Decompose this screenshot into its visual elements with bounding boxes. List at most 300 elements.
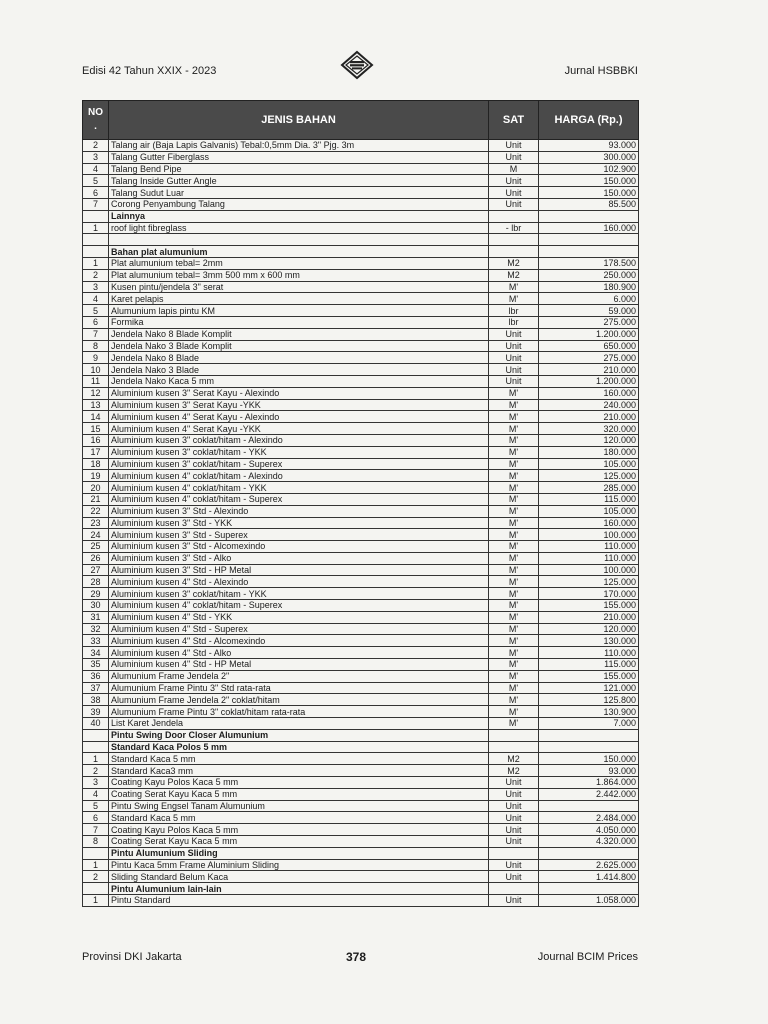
material-name: Aluminium kusen 3" coklat/hitam - YKK [109,588,489,600]
row-number: 7 [83,198,109,210]
unit: M' [489,647,539,659]
unit: M2 [489,269,539,281]
price: 150.000 [539,175,639,187]
row-number: 2 [83,871,109,883]
table-row [83,375,639,387]
row-number: 26 [83,552,109,564]
row-number: 14 [83,411,109,423]
material-name: Jendela Nako Kaca 5 mm [109,375,489,387]
unit: M' [489,493,539,505]
material-name: Aluminium kusen 4" Std - HP Metal [109,659,489,671]
material-name: Jendela Nako 3 Blade Komplit [109,340,489,352]
material-name: Alumunium Frame Pintu 3" coklat/hitam rata-rata [109,706,489,718]
price: 170.000 [539,588,639,600]
price: 1.864.000 [539,777,639,789]
price: 150.000 [539,187,639,199]
price: 2.625.000 [539,859,639,871]
unit: M' [489,411,539,423]
price [539,883,639,895]
unit: lbr [489,316,539,328]
row-number: 24 [83,529,109,541]
material-name: Standard Kaca 5 mm [109,753,489,765]
price [539,800,639,812]
unit: Unit [489,364,539,376]
table-row [83,812,639,824]
material-name: Plat alumunium tebal= 3mm 500 mm x 600 mm [109,269,489,281]
price: 130.000 [539,635,639,647]
price: 110.000 [539,541,639,553]
price: 1.200.000 [539,328,639,340]
price: 125.800 [539,694,639,706]
row-number: 28 [83,576,109,588]
unit: M' [489,399,539,411]
row-number: 9 [83,352,109,364]
table-row [83,576,639,588]
unit: M' [489,387,539,399]
row-number: 2 [83,269,109,281]
price: 250.000 [539,269,639,281]
row-number [83,246,109,258]
material-name: Talang Inside Gutter Angle [109,175,489,187]
unit: Unit [489,859,539,871]
table-row [83,623,639,635]
price: 210.000 [539,364,639,376]
column-header-jenis-bahan: JENIS BAHAN [109,101,489,140]
unit: M2 [489,753,539,765]
page-footer [82,951,638,967]
row-number: 6 [83,187,109,199]
page-number: 378 [346,950,367,964]
table-row [83,670,639,682]
price: 100.000 [539,529,639,541]
price: 125.000 [539,470,639,482]
material-name: Formika [109,316,489,328]
unit [489,729,539,741]
row-number: 5 [83,175,109,187]
material-name: Standard Kaca Polos 5 mm [109,741,489,753]
table-row [83,198,639,210]
material-name: Corong Penyambung Talang [109,198,489,210]
price: 275.000 [539,316,639,328]
table-row [83,753,639,765]
unit [489,847,539,859]
row-number [83,210,109,222]
unit: Unit [489,895,539,907]
material-name: Talang air (Baja Lapis Galvanis) Tebal:0,5mm Dia. 3" Pjg. 3m [109,140,489,152]
row-number: 35 [83,659,109,671]
material-name: Talang Sudut Luar [109,187,489,199]
row-number: 23 [83,517,109,529]
price: 110.000 [539,552,639,564]
price: 4.050.000 [539,824,639,836]
material-name: List Karet Jendela [109,718,489,730]
price: 285.000 [539,482,639,494]
table-row [83,588,639,600]
row-number: 1 [83,257,109,269]
unit: M' [489,423,539,435]
unit [489,234,539,246]
material-name: Talang Bend Pipe [109,163,489,175]
unit: Unit [489,187,539,199]
unit: M' [489,458,539,470]
table-row [83,163,639,175]
price: 1.200.000 [539,375,639,387]
table-row [83,269,639,281]
unit: M' [489,552,539,564]
price: 93.000 [539,765,639,777]
price [539,741,639,753]
row-number: 1 [83,859,109,871]
row-number: 7 [83,328,109,340]
unit: M' [489,529,539,541]
table-body [83,140,639,907]
price: 121.000 [539,682,639,694]
price: 93.000 [539,140,639,152]
row-number: 2 [83,140,109,152]
table-row [83,234,639,246]
unit: Unit [489,824,539,836]
price [539,234,639,246]
unit: Unit [489,800,539,812]
material-name: Alumunium Frame Jendela 2" [109,670,489,682]
row-number: 6 [83,812,109,824]
table-row [83,257,639,269]
table-row [83,635,639,647]
table-row [83,458,639,470]
price: 6.000 [539,293,639,305]
row-number: 4 [83,293,109,305]
row-number: 1 [83,895,109,907]
price: 178.500 [539,257,639,269]
price: 105.000 [539,505,639,517]
price-table [82,100,639,907]
material-name: Aluminium kusen 4" Std - Superex [109,623,489,635]
material-name: Pintu Kaca 5mm Frame Aluminium Sliding [109,859,489,871]
material-name: Bahan plat alumunium [109,246,489,258]
material-name: Aluminium kusen 4" coklat/hitam - Superex [109,600,489,612]
price: 110.000 [539,647,639,659]
table-row [83,529,639,541]
price: 150.000 [539,753,639,765]
section-heading-row [83,210,639,222]
material-name: Pintu Swing Door Closer Alumunium [109,729,489,741]
material-name: Aluminium kusen 4" coklat/hitam - Superex [109,493,489,505]
row-number [83,729,109,741]
unit: lbr [489,305,539,317]
unit [489,741,539,753]
material-name: roof light fibreglass [109,222,489,234]
material-name: Pintu Alumunium Sliding [109,847,489,859]
column-header-no: NO . [83,101,109,140]
unit: M' [489,576,539,588]
table-row [83,493,639,505]
material-name: Alumunium Frame Jendela 2" coklat/hitam [109,694,489,706]
unit: Unit [489,788,539,800]
row-number: 27 [83,564,109,576]
table-row [83,765,639,777]
table-row [83,293,639,305]
material-name: Lainnya [109,210,489,222]
table-row [83,611,639,623]
row-number: 19 [83,470,109,482]
table-header-row [83,101,639,140]
row-number: 15 [83,423,109,435]
material-name: Pintu Swing Engsel Tanam Alumunium [109,800,489,812]
material-name: Standard Kaca3 mm [109,765,489,777]
material-name: Jendela Nako 3 Blade [109,364,489,376]
table-row [83,800,639,812]
unit: M' [489,659,539,671]
unit: M2 [489,765,539,777]
edition-label: Edisi 42 Tahun XXIX - 2023 [82,65,217,77]
unit: Unit [489,777,539,789]
price [539,246,639,258]
unit: M [489,163,539,175]
table-row [83,140,639,152]
material-name: Aluminium kusen 3" Std - Alexindo [109,505,489,517]
journal-label: Jurnal HSBBKI [564,65,638,77]
price [539,729,639,741]
section-heading-row [83,729,639,741]
section-heading-row [83,741,639,753]
row-number: 13 [83,399,109,411]
material-name: Jendela Nako 8 Blade [109,352,489,364]
material-name: Pintu Alumunium lain-lain [109,883,489,895]
table-row [83,328,639,340]
row-number: 6 [83,316,109,328]
table-row [83,305,639,317]
material-name: Aluminium kusen 4" Std - Alko [109,647,489,659]
table-row [83,541,639,553]
price: 160.000 [539,222,639,234]
price: 1.414.800 [539,871,639,883]
section-heading-row [83,847,639,859]
unit: M' [489,541,539,553]
unit [489,246,539,258]
page-header [82,62,638,82]
unit: M' [489,635,539,647]
price: 155.000 [539,600,639,612]
unit: M' [489,682,539,694]
material-name: Aluminium kusen 4" Std - YKK [109,611,489,623]
table-row [83,600,639,612]
material-name: Aluminium kusen 4" Serat Kayu - Alexindo [109,411,489,423]
journal-footer-label: Journal BCIM Prices [537,951,638,963]
material-name: Aluminium kusen 3" Std - Alcomexindo [109,541,489,553]
price: 100.000 [539,564,639,576]
row-number: 18 [83,458,109,470]
material-name: Aluminium kusen 3" Serat Kayu -YKK [109,399,489,411]
table-row [83,682,639,694]
price: 180.000 [539,446,639,458]
price: 115.000 [539,493,639,505]
price: 130.900 [539,706,639,718]
price: 300.000 [539,151,639,163]
table-row [83,824,639,836]
price: 650.000 [539,340,639,352]
price: 320.000 [539,423,639,435]
material-name: Karet pelapis [109,293,489,305]
section-heading-row [83,246,639,258]
row-number [83,234,109,246]
material-name: Aluminium kusen 4" coklat/hitam - Alexindo [109,470,489,482]
material-name: Jendela Nako 8 Blade Komplit [109,328,489,340]
unit: Unit [489,198,539,210]
row-number: 32 [83,623,109,635]
unit: Unit [489,340,539,352]
table-row [83,836,639,848]
table-row [83,281,639,293]
table-row [83,352,639,364]
diamond-emblem-icon [340,50,374,80]
row-number: 3 [83,151,109,163]
material-name: Aluminium kusen 3" coklat/hitam - Alexindo [109,434,489,446]
material-name: Aluminium kusen 3" Std - Alko [109,552,489,564]
price: 240.000 [539,399,639,411]
unit: Unit [489,151,539,163]
material-name: Aluminium kusen 3" Std - YKK [109,517,489,529]
price: 275.000 [539,352,639,364]
table-row [83,470,639,482]
row-number: 5 [83,800,109,812]
price: 120.000 [539,434,639,446]
table-row [83,151,639,163]
price: 102.900 [539,163,639,175]
unit [489,883,539,895]
table-row [83,399,639,411]
material-name: Aluminium kusen 4" Std - Alcomexindo [109,635,489,647]
price: 2.484.000 [539,812,639,824]
row-number: 8 [83,340,109,352]
material-name: Talang Gutter Fiberglass [109,151,489,163]
row-number: 25 [83,541,109,553]
table-row [83,411,639,423]
price: 7.000 [539,718,639,730]
unit [489,210,539,222]
row-number: 3 [83,777,109,789]
table-row [83,423,639,435]
table-row [83,552,639,564]
row-number: 12 [83,387,109,399]
material-name [109,234,489,246]
table-row [83,446,639,458]
table-row [83,222,639,234]
row-number: 1 [83,753,109,765]
row-number [83,741,109,753]
unit: - lbr [489,222,539,234]
table-row [83,175,639,187]
unit: Unit [489,836,539,848]
table-row [83,871,639,883]
material-name: Coating Serat Kayu Kaca 5 mm [109,836,489,848]
unit: M' [489,623,539,635]
row-number [83,883,109,895]
material-name: Aluminium kusen 3" coklat/hitam - Superex [109,458,489,470]
unit: Unit [489,375,539,387]
price [539,210,639,222]
material-name: Coating Serat Kayu Kaca 5 mm [109,788,489,800]
material-name: Aluminium kusen 4" Serat Kayu -YKK [109,423,489,435]
price: 85.500 [539,198,639,210]
row-number: 17 [83,446,109,458]
row-number: 21 [83,493,109,505]
unit: M' [489,600,539,612]
table-row [83,706,639,718]
price: 160.000 [539,517,639,529]
unit: Unit [489,175,539,187]
table-row [83,895,639,907]
table-row [83,505,639,517]
row-number: 11 [83,375,109,387]
row-number: 2 [83,765,109,777]
price: 160.000 [539,387,639,399]
price: 59.000 [539,305,639,317]
row-number: 36 [83,670,109,682]
material-name: Alumunium Frame Pintu 3" Std rata-rata [109,682,489,694]
material-name: Sliding Standard Belum Kaca [109,871,489,883]
price: 125.000 [539,576,639,588]
price: 120.000 [539,623,639,635]
row-number: 38 [83,694,109,706]
row-number: 8 [83,836,109,848]
row-number: 7 [83,824,109,836]
table-row [83,788,639,800]
price: 155.000 [539,670,639,682]
unit: M' [489,482,539,494]
price [539,847,639,859]
table-row [83,517,639,529]
price: 210.000 [539,411,639,423]
price: 115.000 [539,659,639,671]
row-number: 29 [83,588,109,600]
row-number: 39 [83,706,109,718]
material-name: Aluminium kusen 3" Std - HP Metal [109,564,489,576]
table-row [83,718,639,730]
row-number: 1 [83,222,109,234]
unit: M' [489,434,539,446]
row-number: 4 [83,163,109,175]
unit: M' [489,564,539,576]
unit: M' [489,706,539,718]
table-row [83,316,639,328]
price: 180.900 [539,281,639,293]
row-number: 30 [83,600,109,612]
table-row [83,364,639,376]
unit: M' [489,505,539,517]
material-name: Standard Kaca 5 mm [109,812,489,824]
table-row [83,777,639,789]
row-number: 20 [83,482,109,494]
unit: M' [489,718,539,730]
unit: M' [489,446,539,458]
unit: M' [489,281,539,293]
unit: Unit [489,328,539,340]
unit: M' [489,588,539,600]
table-row [83,482,639,494]
price: 210.000 [539,611,639,623]
row-number: 3 [83,281,109,293]
table-row [83,187,639,199]
table-row [83,647,639,659]
material-name: Aluminium kusen 3" Std - Superex [109,529,489,541]
table-row [83,340,639,352]
section-heading-row [83,883,639,895]
table-row [83,564,639,576]
row-number: 4 [83,788,109,800]
material-name: Aluminium kusen 4" Std - Alexindo [109,576,489,588]
unit: Unit [489,871,539,883]
row-number: 33 [83,635,109,647]
